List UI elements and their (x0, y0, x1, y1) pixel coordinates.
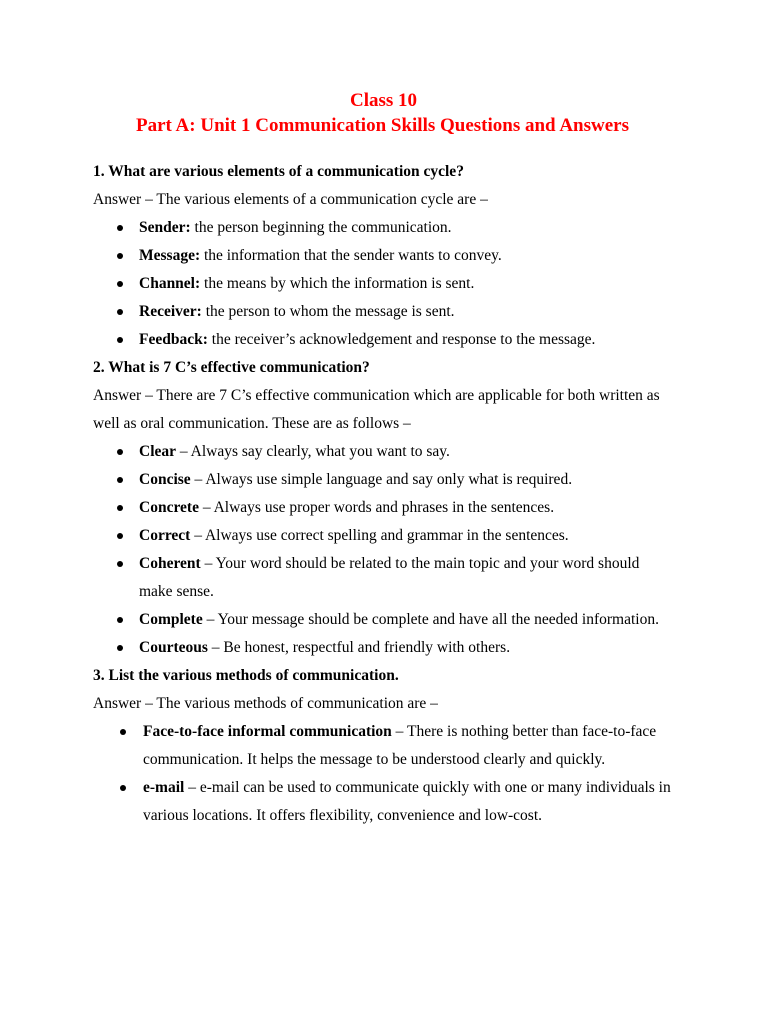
list-item-term: Complete (139, 611, 203, 628)
list-item-term: Concrete (139, 499, 199, 516)
bullet-list-1 (93, 214, 672, 354)
list-item-text: – e-mail can be used to communicate quickly with one or many individuals in various locations. It offers flexibility, convenience and low-cost. (143, 779, 671, 824)
list-item-text: – Always say clearly, what you want to say. (176, 443, 450, 460)
list-item-term: Channel: (139, 275, 201, 292)
question-3: 3. List the various methods of communication. (93, 667, 399, 684)
list-item-term: Feedback: (139, 331, 208, 348)
list-item-term: Receiver: (139, 303, 202, 320)
list-item (93, 466, 672, 494)
bullet-icon (117, 617, 123, 623)
list-item (93, 606, 672, 634)
list-item (93, 522, 672, 550)
list-item-term: Concise (139, 471, 191, 488)
bullet-icon (117, 561, 123, 567)
list-item-term: Face-to-face informal communication (143, 723, 392, 740)
list-item-term: e-mail (143, 779, 185, 796)
answer-intro-1: Answer – The various elements of a communication cycle are – (93, 191, 488, 208)
list-item (93, 774, 672, 830)
list-item-text: the person to whom the message is sent. (201, 303, 455, 320)
list-item-text: – There is nothing better than face-to-face communication. It helps the message to be understood clearly and quickly. (143, 723, 657, 768)
list-item (93, 634, 672, 662)
list-item (93, 298, 672, 326)
list-item-text: the means by which the information is sent. (200, 275, 475, 292)
answer-intro-3: Answer – The various methods of communication are – (93, 695, 438, 712)
bullet-list-2 (93, 438, 672, 662)
list-item (93, 494, 672, 522)
list-item-term: Coherent (139, 555, 201, 572)
section-1 (93, 158, 672, 354)
list-item (93, 718, 672, 774)
list-item-text: the information that the sender wants to convey. (200, 247, 502, 264)
bullet-list-3 (93, 718, 672, 830)
list-item-text: – Your word should be related to the main topic and your word should make sense. (139, 555, 640, 600)
bullet-icon (117, 309, 123, 315)
bullet-icon (117, 477, 123, 483)
list-item-text: – Always use simple language and say only what is required. (190, 471, 573, 488)
list-item (93, 214, 672, 242)
class-heading: Class 10 (349, 90, 418, 111)
list-item-text: – Always use proper words and phrases in the sentences. (198, 499, 555, 516)
section-3 (93, 662, 672, 830)
question-1: 1. What are various elements of a communication cycle? (93, 163, 464, 180)
list-item-text: – Your message should be complete and have all the needed information. (202, 611, 659, 628)
list-item (93, 326, 672, 354)
list-item (93, 270, 672, 298)
list-item-text: – Always use correct spelling and grammar in the sentences. (190, 527, 569, 544)
question-2: 2. What is 7 C’s effective communication? (93, 359, 370, 376)
section-2 (93, 354, 672, 662)
bullet-icon (120, 785, 126, 791)
bullet-icon (117, 337, 123, 343)
list-item (93, 438, 672, 466)
list-item-term: Message: (139, 247, 201, 264)
bullet-icon (117, 533, 123, 539)
bullet-icon (117, 225, 123, 231)
list-item (93, 242, 672, 270)
list-item-term: Sender: (139, 219, 191, 236)
list-item-term: Correct (139, 527, 191, 544)
bullet-icon (117, 449, 123, 455)
list-item-text: the receiver’s acknowledgement and response to the message. (207, 331, 596, 348)
list-item (93, 550, 672, 606)
document-header (93, 88, 672, 138)
bullet-icon (120, 729, 126, 735)
list-item-text: – Be honest, respectful and friendly with others. (207, 639, 511, 656)
list-item-term: Clear (139, 443, 177, 460)
bullet-icon (117, 281, 123, 287)
bullet-icon (117, 645, 123, 651)
list-item-text: the person beginning the communication. (190, 219, 452, 236)
bullet-icon (117, 253, 123, 259)
document-title: Part A: Unit 1 Communication Skills Questions and Answers (135, 115, 629, 136)
list-item-term: Courteous (139, 639, 208, 656)
answer-intro-2: Answer – There are 7 C’s effective communication which are applicable for both written as well as oral communication. These are as follows – (93, 387, 660, 432)
bullet-icon (117, 505, 123, 511)
